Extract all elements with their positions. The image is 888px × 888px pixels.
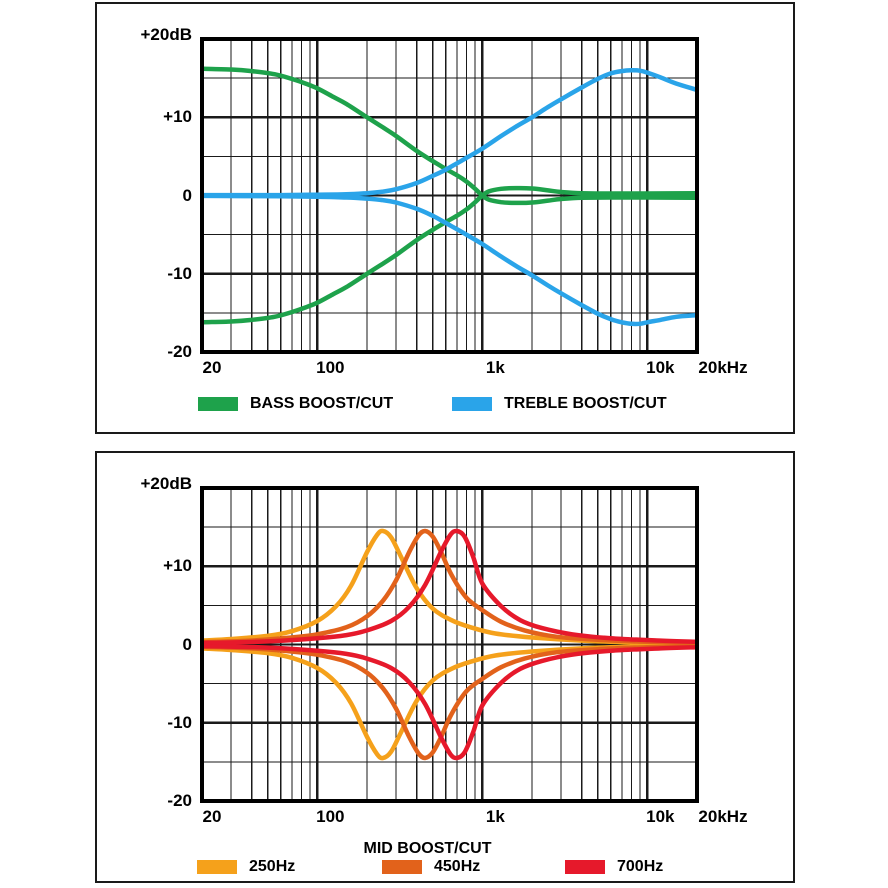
legend-label: BASS BOOST/CUT (250, 395, 394, 412)
x-tick-label: 10k (646, 358, 675, 377)
legend-label: 250Hz (249, 858, 296, 875)
legend-swatch (565, 860, 605, 874)
legend-swatch (197, 860, 237, 874)
legend-item (452, 396, 667, 412)
curve-treble-cut (202, 196, 697, 324)
y-tick-label: 0 (182, 185, 192, 205)
legend-swatch (198, 397, 238, 411)
y-tick-label: -20 (167, 791, 192, 810)
curve-bass-cut (202, 188, 697, 322)
x-tick-label: 100 (316, 358, 345, 377)
y-tick-label: +20dB (140, 25, 192, 44)
x-tick-label: 20 (202, 358, 222, 377)
legend-swatch (452, 397, 492, 411)
y-tick-label: -20 (167, 342, 192, 361)
curve-mid-250-boost (202, 531, 697, 643)
x-tick-label: 100 (316, 807, 345, 826)
y-tick-label: -10 (167, 263, 192, 283)
x-tick-label: 10k (646, 807, 675, 826)
curve-mid-250-cut (202, 646, 697, 758)
y-tick-label: -10 (167, 712, 192, 732)
y-tick-label: +10 (163, 107, 192, 127)
curve-bass-boost (202, 69, 697, 203)
legend-swatch (382, 860, 422, 874)
legend-label: 450Hz (434, 858, 481, 875)
curve-mid-450-boost (202, 531, 697, 643)
mid-eq-panel (95, 451, 795, 883)
x-tick-label: 1k (485, 358, 505, 377)
curve-mid-700-boost (202, 531, 697, 643)
legend-label: TREBLE BOOST/CUT (504, 395, 667, 412)
legend-label: 700Hz (617, 858, 664, 875)
mid-chart-title: MID BOOST/CUT (363, 840, 492, 857)
legend-item (197, 859, 295, 875)
legend-item (198, 396, 393, 412)
y-tick-label: +20dB (140, 474, 192, 493)
x-tick-label: 20 (202, 807, 222, 826)
legend-item (565, 859, 663, 875)
tone-eq-panel (95, 2, 795, 434)
x-tick-label: 20kHz (698, 807, 748, 826)
legend-item (382, 859, 480, 875)
x-tick-label: 1k (485, 807, 505, 826)
y-tick-label: +10 (163, 556, 192, 576)
x-tick-label: 20kHz (698, 358, 748, 377)
curve-treble-boost (202, 70, 697, 195)
curve-mid-700-cut (202, 646, 697, 758)
y-tick-label: 0 (182, 634, 192, 654)
curve-mid-450-cut (202, 647, 697, 759)
